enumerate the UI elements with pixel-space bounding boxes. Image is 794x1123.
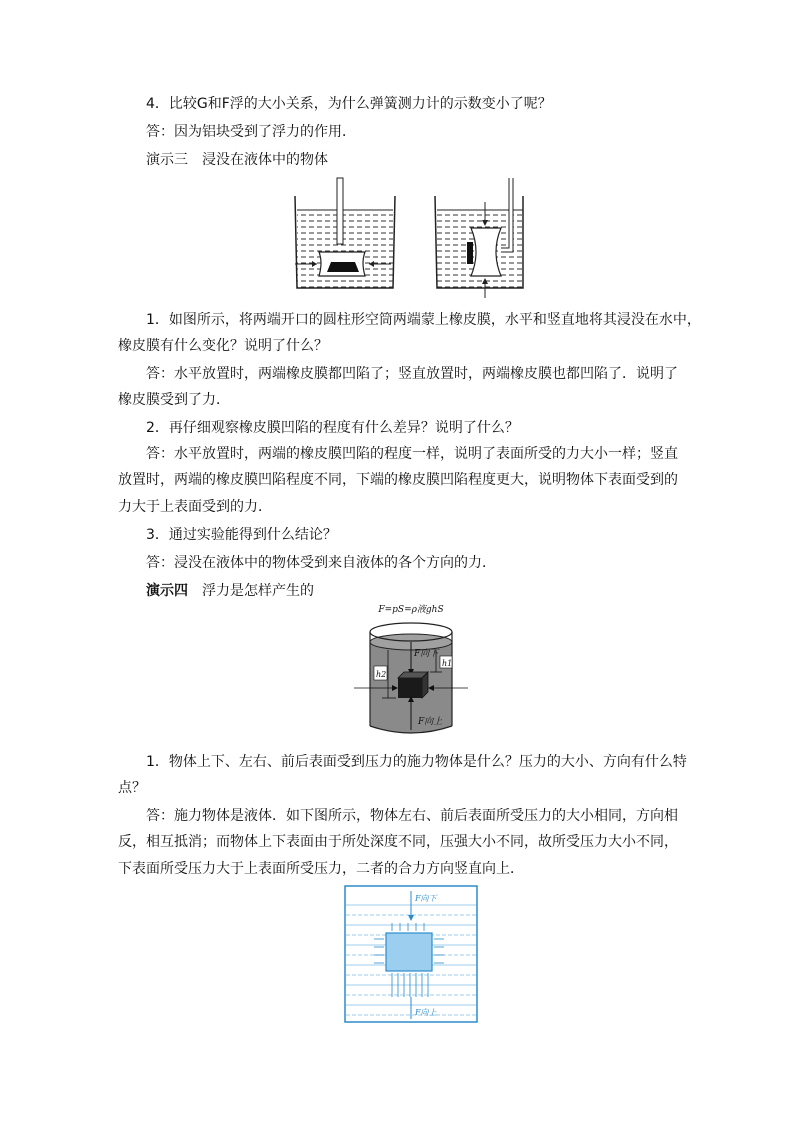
answer-1-line-2: 橡皮膜受到了力．: [118, 392, 230, 408]
answer-4: 答：因为铝块受到了浮力的作用．: [146, 124, 356, 140]
submerged-cube: [386, 933, 432, 971]
h1-label: h1: [442, 659, 453, 668]
answer-2-line-1: 答：水平放置时，两端的橡皮膜凹陷的程度一样，说明了表面所受的力大小一样；竖直: [146, 446, 678, 462]
demo-3-heading: 演示三 浸没在液体中的物体: [146, 152, 328, 168]
f-down-label: F向下: [414, 649, 439, 659]
question-1-line-1: 1．如图所示，将两端开口的圆柱形空筒两端蒙上橡皮膜，水平和竖直地将其浸没在水中，: [146, 312, 701, 328]
f-up-label: F向上: [415, 1008, 437, 1017]
question-4: 4．比较G和F浮的大小关系，为什么弹簧测力计的示数变小了呢？: [146, 96, 552, 112]
formula-label: F=pS=ρ液ghS: [378, 605, 444, 615]
beaker-vertical: [435, 178, 523, 298]
f-up-label: F向上: [418, 717, 443, 727]
figure-membrane-cylinders: [285, 176, 525, 298]
answer-5-line-2: 反，相互抵消；而物体上下表面由于所处深度不同，压强大小不同，故所受压力大小不同，: [118, 834, 678, 850]
question-2: 2．再仔细观察橡皮膜凹陷的程度有什么差异？说明了什么？: [146, 420, 519, 436]
answer-5-line-3: 下表面所受压力大于上表面所受压力，二者的合力方向竖直向上．: [118, 861, 524, 877]
answer-1-line-1: 答：水平放置时，两端橡皮膜都凹陷了；竖直放置时，两端橡皮膜也都凹陷了．说明了: [146, 366, 678, 382]
figure-buoyancy-cylinder: [352, 600, 470, 740]
answer-5-line-1: 答：施力物体是液体．如下图所示，物体左右、前后表面所受压力的大小相同，方向相: [146, 808, 678, 824]
question-3: 3．通过实验能得到什么结论？: [146, 527, 337, 543]
f-down-label: F向下: [415, 894, 437, 903]
beaker-horizontal: [295, 178, 395, 288]
h2-label: h2: [376, 670, 387, 679]
question-5-line-2: 点？: [118, 780, 146, 796]
answer-3: 答：浸没在液体中的物体受到来自液体的各个方向的力．: [146, 555, 496, 571]
question-5-line-1: 1．物体上下、左右、前后表面受到压力的施力物体是什么？压力的大小、方向有什么特: [146, 754, 687, 770]
submerged-block: [398, 678, 422, 698]
question-1-line-2: 橡皮膜有什么变化？说明了什么？: [118, 338, 328, 354]
demo-4-heading: [146, 581, 314, 601]
demo-4-label: 演示四: [146, 583, 188, 599]
figure-pressure-cube: [344, 885, 478, 1025]
demo-4-title: 浮力是怎样产生的: [202, 583, 314, 599]
answer-2-line-2: 放置时，两端的橡皮膜凹陷程度不同，下端的橡皮膜凹陷程度更大，说明物体下表面受到的: [118, 472, 678, 488]
answer-2-line-3: 力大于上表面受到的力．: [118, 499, 272, 515]
